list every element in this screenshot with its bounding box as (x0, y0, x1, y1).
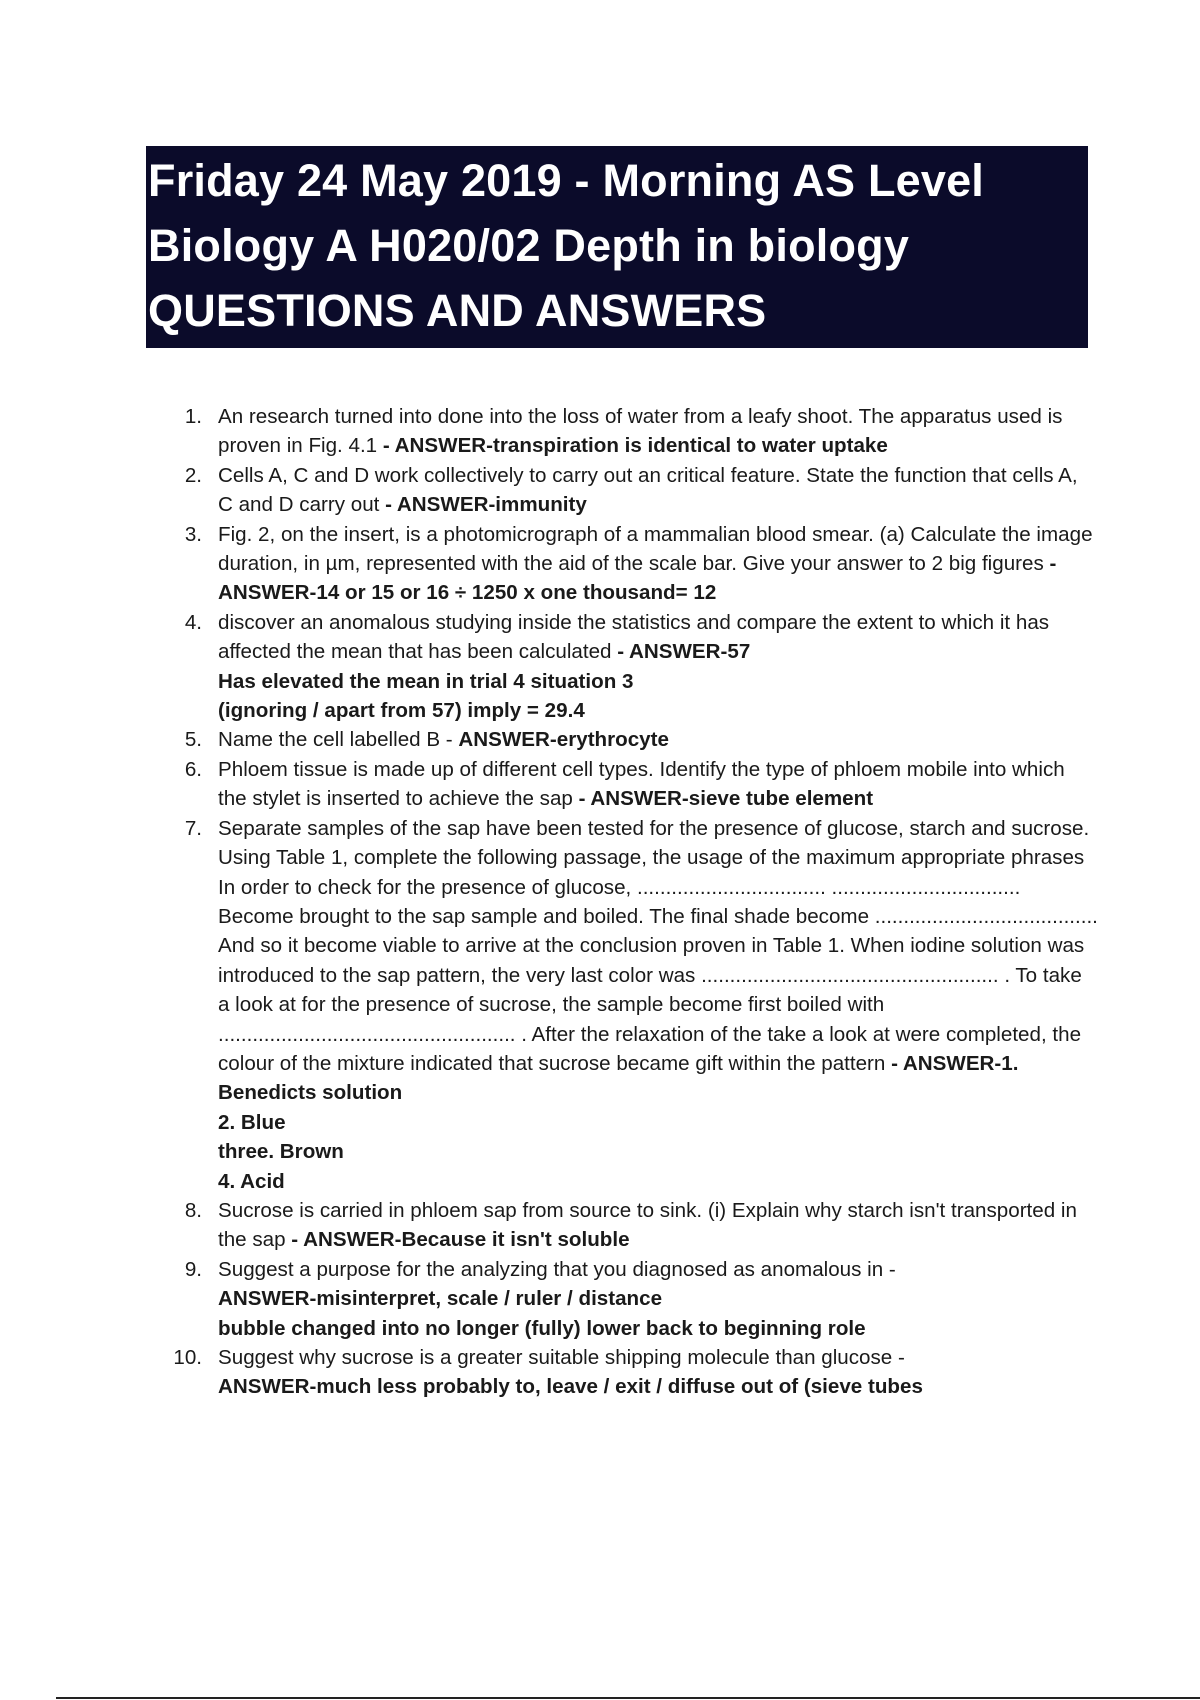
question-text: Cells A, C and D work collectively to carry out an critical feature. State the function that cells A, C and D carry out (218, 463, 1078, 517)
question-list (168, 402, 1098, 1402)
question-item-5 (168, 725, 1098, 754)
question-number: 2. (184, 463, 202, 487)
answer-detail-line: (ignoring / apart from 57) imply = 29.4 (218, 699, 585, 723)
question-text: An research turned into done into the loss of water from a leafy shoot. The apparatus used is proven in Fig. 4.1 (218, 405, 1063, 458)
question-text: Suggest a purpose for the analyzing that you diagnosed as anomalous in - (218, 1257, 896, 1281)
footer-divider (56, 1697, 1200, 1699)
answer-detail-line: bubble changed into no longer (fully) lower back to beginning role (218, 1316, 866, 1340)
question-item-4 (168, 608, 1098, 726)
question-number: 7. (184, 816, 202, 840)
answer-text: - ANSWER-sieve tube element (578, 787, 874, 811)
question-number: 1. (184, 405, 202, 428)
question-item-3 (168, 520, 1098, 608)
answer-text: - ANSWER-transpiration is identical to water uptake (382, 434, 888, 458)
title-line-2: Biology A H020/02 Depth in biology (148, 220, 910, 271)
answer-text: ANSWER-misinterpret, scale / ruler / distance (218, 1287, 663, 1311)
title-line-1: Friday 24 May 2019 - Morning AS Level (148, 155, 985, 206)
question-text: Name the cell labelled B - (218, 728, 459, 752)
answer-detail-line: Has elevated the mean in trial 4 situation 3 (218, 669, 634, 693)
question-text: Separate samples of the sap have been tested for the presence of glucose, starch and sucrose. Using Table 1, complete the following passage, the usage of the maximum appropriate phrases (218, 816, 1090, 870)
question-item-10 (168, 1343, 1098, 1402)
question-number: 10. (173, 1346, 202, 1369)
title-line-3: QUESTIONS AND ANSWERS (148, 285, 767, 336)
answer-text: - ANSWER-immunity (385, 493, 587, 517)
question-item-6 (168, 755, 1098, 814)
question-number: 9. (184, 1257, 202, 1281)
answer-detail-line: 4. Acid (218, 1169, 285, 1193)
answer-text: ANSWER-erythrocyte (458, 728, 669, 752)
question-text: discover an anomalous studying inside the statistics and compare the extent to which it has affected the mean that has been calculated (218, 610, 1050, 664)
question-text: Suggest why sucrose is a greater suitable shipping molecule than glucose - (218, 1346, 905, 1369)
question-item-9 (168, 1255, 1098, 1343)
question-number: 4. (184, 610, 202, 634)
question-text: Sucrose is carried in phloem sap from source to sink. (i) Explain why starch isn't transported in the sap (218, 1198, 1077, 1252)
answer-text: - ANSWER-1. Benedicts solution (218, 1051, 1019, 1105)
question-number: 5. (184, 728, 202, 752)
answer-text: - ANSWER-Because it isn't soluble (291, 1228, 630, 1252)
question-text: Phloem tissue is made up of different cell types. Identify the type of phloem mobile into which the stylet is inserted to achieve the sap (218, 757, 1065, 811)
question-text: In order to check for the presence of glucose, ................................. ................................. (218, 875, 1021, 899)
answer-detail-line: three. Brown (218, 1140, 344, 1164)
answer-text: ANSWER-much less probably to, leave / exit / diffuse out of (sieve tubes (218, 1375, 923, 1399)
title-banner (146, 146, 1088, 348)
question-item-8 (168, 1196, 1098, 1255)
question-number: 3. (184, 522, 202, 546)
question-item-1 (168, 402, 1098, 461)
answer-detail-line: 2. Blue (218, 1110, 286, 1134)
question-text: Fig. 2, on the insert, is a photomicrograph of a mammalian blood smear. (a) Calculate the image duration, in µm, represented with the aid of the scale bar. Give your answer to 2 big figures (218, 522, 1093, 576)
question-text: Become brought to the sap sample and boiled. The final shade become ....................................... And so it become viable to arrive at the conclusion proven in Table 1. When iodine solution was introduced to the sap pattern, the very last color was .................................................... . To take a look at for the presence of sucrose, the sample become first boiled with .................................................... . After the relaxation of the take a look at were completed, the colour of the mixture indicated that sucrose became gift within the pattern (218, 904, 1098, 1075)
answer-text: - ANSWER-14 or 15 or 16 ÷ 1250 x one thousand= 12 (218, 552, 1057, 605)
question-item-2 (168, 461, 1098, 520)
question-number: 6. (184, 757, 202, 781)
question-number: 8. (184, 1198, 202, 1222)
answer-text: - ANSWER-57 (617, 640, 751, 664)
question-item-7 (168, 814, 1098, 1196)
